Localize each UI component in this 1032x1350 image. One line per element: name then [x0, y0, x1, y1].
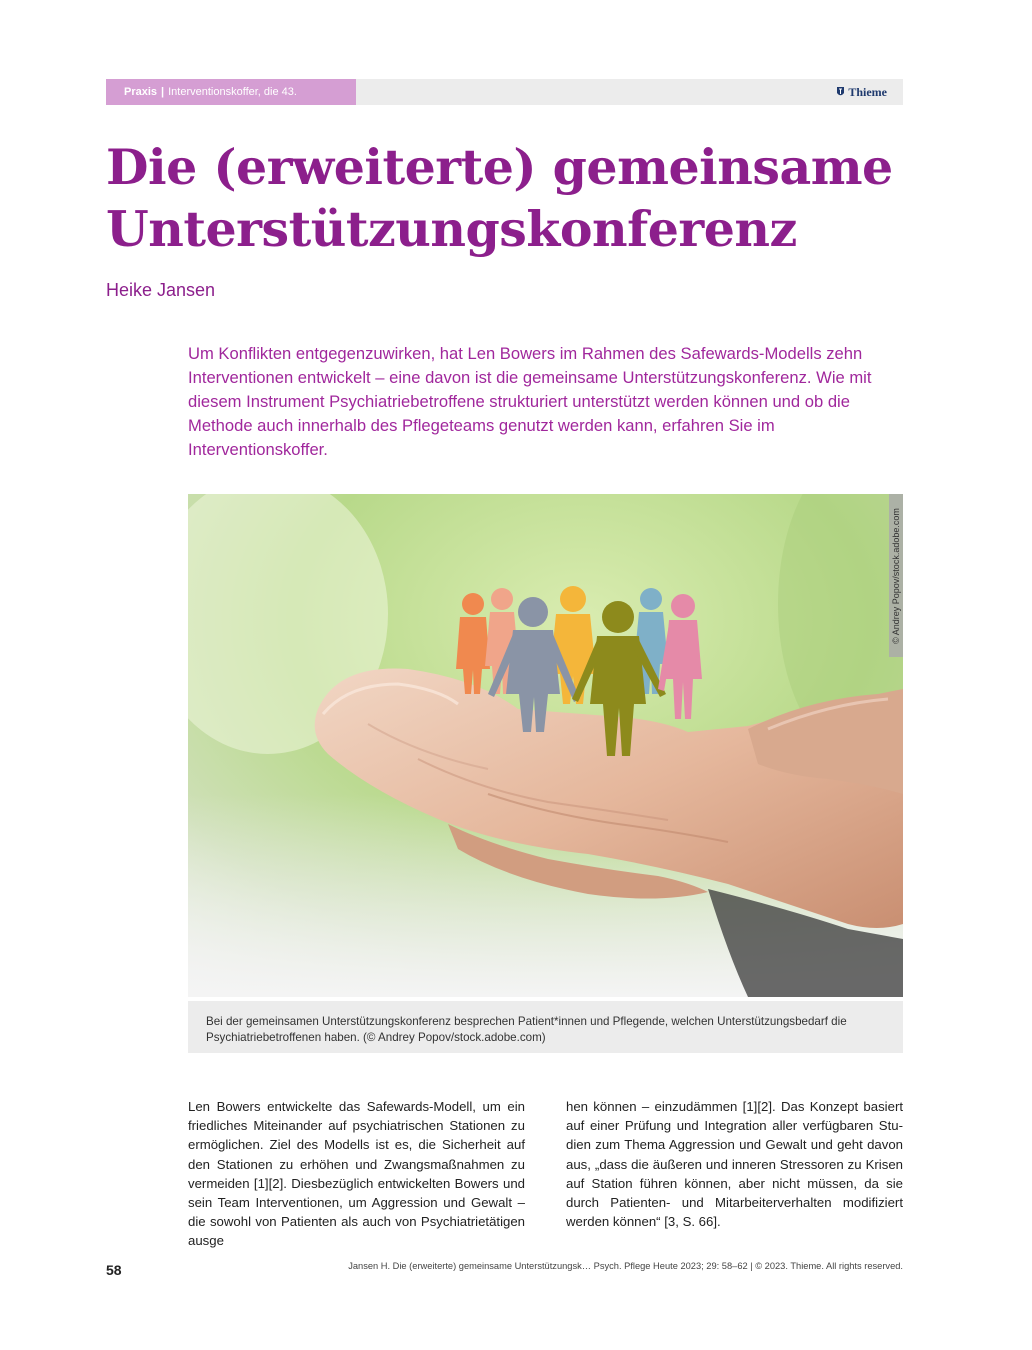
- title-line-1: Die (erweiterte) gemeinsame: [106, 138, 893, 196]
- body-column-left: Len Bowers entwickelte das Safewards-Modell, um ein friedliches Miteinander auf psychiatrischen Stationen zu ermöglichen. Ziel des Modells ist es, die Sicherheit auf den Stationen zu erhöhen und Zwangsmaßnahmen zu vermeiden [1][2]. Diesbezüglich entwickelten Bowers und sein Team Interventionen, um Aggression und Gewalt – die sowohl von Patienten als auch von Psychiatrietätigen ausge: [188, 1099, 525, 1249]
- photo-credit: [889, 494, 903, 657]
- hands-with-paper-figures-image: [188, 494, 903, 997]
- section-separator: |: [161, 86, 165, 98]
- article-title: [106, 136, 926, 260]
- title-line-2: Unterstützungskonferenz: [106, 200, 797, 258]
- figure-caption: Bei der gemeinsamen Unterstützungskonferenz besprechen Patient*innen und Pflegende, welchen Unterstützungsbedarf die Psychiatriebetroffenen haben. (© Andrey Popov/stock.adobe.com): [188, 1001, 903, 1053]
- section-label: Praxis: [124, 86, 158, 98]
- publisher-name: Thieme: [848, 85, 887, 99]
- page-number: 58: [106, 1262, 122, 1278]
- author-name: Heike Jansen: [106, 280, 216, 300]
- thieme-crest-icon: [836, 86, 845, 98]
- running-header: [106, 79, 903, 105]
- photo-credit-text: © Andrey Popov/stock.adobe.com: [891, 507, 901, 644]
- series-label: Interventionskoffer, die 43.: [168, 86, 297, 98]
- publisher-logo: [836, 79, 887, 105]
- section-tag: [106, 79, 356, 105]
- body-column-right: hen können – einzudämmen [1][2]. Das Konzept basiert auf einer Prüfung und Integration aller verfügbaren Studien zum Thema Aggression und Gewalt und geht davon aus, „dass die äußeren und inneren Stressoren zu Krisen auf Station führen können, aber nicht müssen, da sie durch Patienten- und Mitarbeiterverhalten modifiziert werden können“ [3, S. 66].: [566, 1099, 903, 1230]
- footer-citation: Jansen H. Die (erweiterte) gemeinsame Unterstützungsk… Psych. Pflege Heute 2023; 29: 58–62 | © 2023. Thieme. All rights reserved.: [348, 1261, 903, 1271]
- article-photo: [188, 494, 903, 997]
- lead-paragraph: Um Konflikten entgegenzuwirken, hat Len Bowers im Rahmen des Safewards-Modells zehn Interventionen entwickelt – eine davon ist die gemeinsame Unterstützungskonferenz. Wie mit diesem Instrument Psychiatriebetroffene strukturiert unterstützt werden können und ob die Methode auch innerhalb des Pflegeteams genutzt werden kann, erfahren Sie im Interventionskoffer.: [188, 344, 872, 459]
